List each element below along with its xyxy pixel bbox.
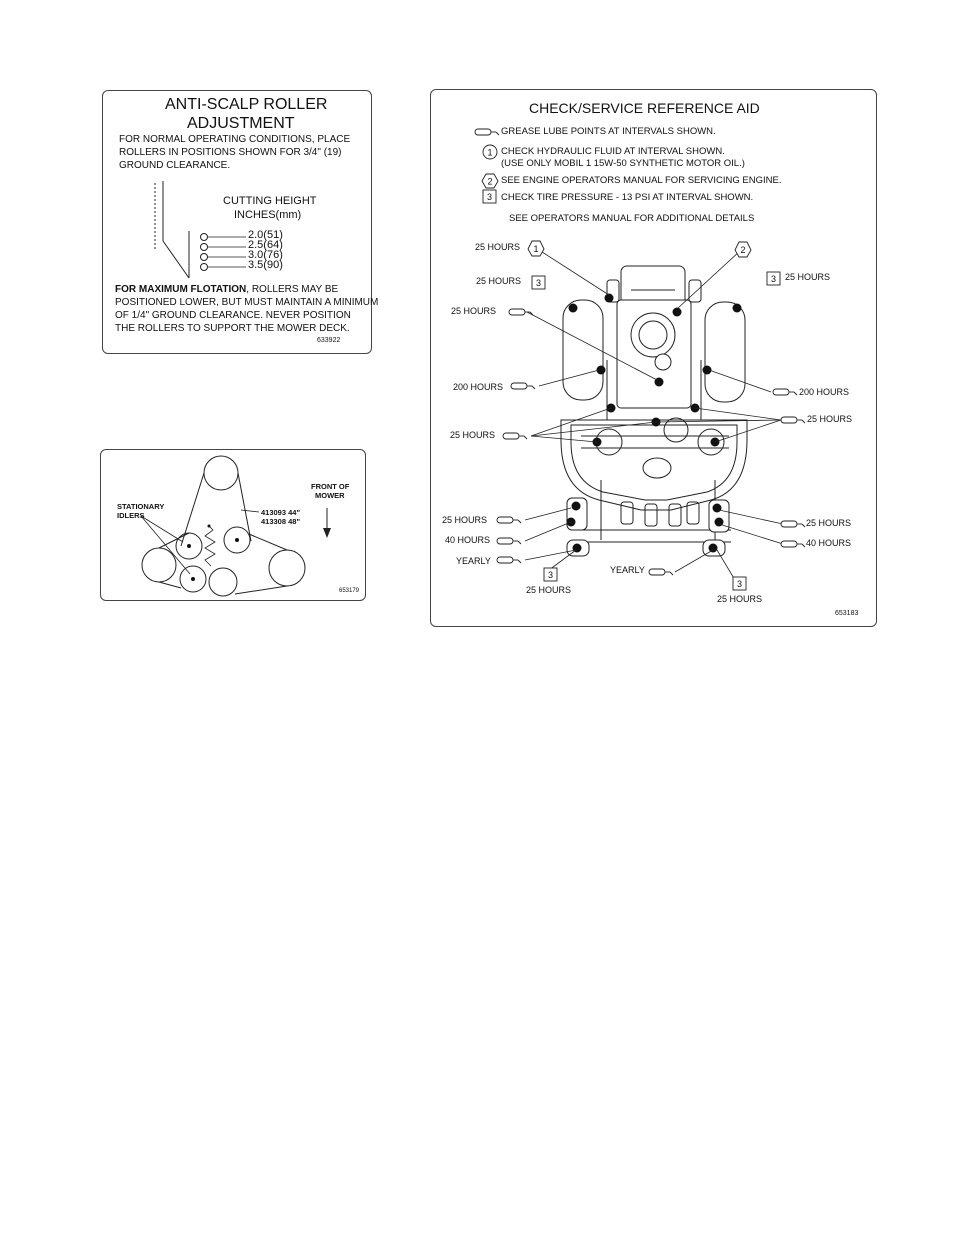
cutting-height-value: 2.0(51) — [248, 229, 283, 241]
grease-gun-icon — [781, 521, 805, 527]
legend-symbol-1: 1 — [487, 147, 493, 158]
interval-label: 25 HOURS — [785, 272, 831, 282]
anti-scalp-part-number: 633922 — [317, 337, 341, 344]
cutting-height-value: 3.5(90) — [248, 259, 283, 271]
right-spindle-pulley-icon — [269, 550, 305, 586]
roller-hole-icon — [201, 244, 208, 251]
interval-label: 25 HOURS — [807, 414, 853, 424]
interval-label: 25 HOURS — [717, 594, 763, 604]
roller-hole-icon — [201, 234, 208, 241]
grease-gun-icon — [511, 383, 535, 389]
interval-label: 200 HOURS — [453, 382, 504, 392]
front-of-mower-line1: FRONT OF — [311, 482, 350, 491]
legend-symbol-3: 3 — [486, 192, 493, 202]
interval-label: 25 HOURS — [476, 276, 522, 286]
legend-more: SEE OPERATORS MANUAL FOR ADDITIONAL DETAILS — [509, 213, 755, 224]
service-part-number: 653183 — [835, 610, 859, 617]
anti-scalp-intro-line2: ROLLERS IN POSITIONS SHOWN FOR 3/4" (19) — [119, 147, 342, 158]
belt-part-number: 653179 — [339, 588, 360, 594]
legend-grease: GREASE LUBE POINTS AT INTERVALS SHOWN. — [501, 126, 716, 137]
cutting-height-value: 3.0(76) — [248, 249, 283, 261]
legend-tire: CHECK TIRE PRESSURE - 13 PSI AT INTERVAL SHOWN. — [501, 192, 754, 203]
legend-symbol-2: 2 — [487, 176, 493, 187]
cutting-height-label: CUTTING HEIGHT — [223, 195, 317, 207]
grease-gun-icon — [781, 417, 805, 423]
tension-spring-icon — [205, 526, 215, 566]
max-flotation-line2: POSITIONED LOWER, BUT MUST MAINTAIN A MINIMUM — [115, 297, 379, 308]
max-flotation-line4: THE ROLLERS TO SUPPORT THE MOWER DECK. — [115, 323, 350, 334]
belt-48-label: 413308 48" — [261, 517, 301, 526]
front-of-mower-line2: MOWER — [315, 491, 345, 500]
interval-label: YEARLY — [456, 556, 491, 566]
service-reference-decal — [430, 89, 877, 627]
interval-label: 25 HOURS — [451, 306, 497, 316]
interval-label: YEARLY — [610, 565, 645, 575]
stationary-idlers-label-line2: IDLERS — [117, 511, 145, 520]
grease-gun-icon — [503, 433, 527, 439]
interval-label: 25 HOURS — [806, 518, 852, 528]
anti-scalp-decal — [102, 90, 379, 354]
belt-routing-decal — [100, 449, 366, 601]
grease-gun-icon — [509, 309, 533, 315]
interval-label: 25 HOURS — [450, 430, 496, 440]
anti-scalp-title-line2: ADJUSTMENT — [187, 115, 295, 132]
cutting-height-units: INCHES(mm) — [234, 209, 302, 221]
interval-label: 40 HOURS — [806, 538, 852, 548]
callout-symbol-2: 2 — [740, 245, 746, 255]
roller-hole-icon — [201, 254, 208, 261]
rear-left-tire-icon — [563, 300, 603, 400]
interval-label: 40 HOURS — [445, 535, 491, 545]
legend-hydraulic-line1: CHECK HYDRAULIC FLUID AT INTERVAL SHOWN. — [501, 146, 725, 157]
roller-bracket-diagram — [103, 91, 371, 353]
anti-scalp-intro-line1: FOR NORMAL OPERATING CONDITIONS, PLACE — [119, 134, 351, 145]
stationary-idlers-label-line1: STATIONARY — [117, 502, 165, 511]
belt-routing-diagram — [101, 450, 365, 600]
rear-right-tire-icon — [705, 302, 745, 402]
max-flotation-bold: FOR MAXIMUM FLOTATION — [115, 284, 247, 295]
callout-symbol-3: 3 — [770, 274, 777, 284]
service-title: CHECK/SERVICE REFERENCE AID — [529, 100, 760, 116]
max-flotation-line3: OF 1/4" GROUND CLEARANCE. NEVER POSITION — [115, 310, 351, 321]
callout-symbol-3: 3 — [535, 278, 542, 288]
anti-scalp-intro-line3: GROUND CLEARANCE. — [119, 160, 231, 171]
interval-label: 25 HOURS — [475, 242, 521, 252]
grease-gun-icon — [497, 538, 521, 544]
grease-gun-icon — [781, 541, 805, 547]
anti-scalp-title-line1: ANTI-SCALP ROLLER — [165, 96, 328, 113]
legend-hydraulic-line2: (USE ONLY MOBIL 1 15W-50 SYNTHETIC MOTOR OIL.) — [501, 158, 745, 169]
engine-pulley-icon — [204, 456, 238, 490]
grease-gun-icon — [649, 569, 673, 575]
callout-symbol-1: 1 — [533, 244, 539, 254]
left-spindle-pulley-icon — [142, 548, 176, 582]
grease-gun-icon — [475, 129, 499, 135]
legend-engine: SEE ENGINE OPERATORS MANUAL FOR SERVICING ENGINE. — [501, 175, 782, 186]
roller-hole-icon — [201, 264, 208, 271]
grease-gun-icon — [773, 389, 797, 395]
belt-44-label: 413093 44" — [261, 508, 301, 517]
callout-symbol-3: 3 — [736, 579, 743, 589]
interval-label: 25 HOURS — [442, 515, 488, 525]
grease-gun-icon — [497, 557, 521, 563]
max-flotation-rest: , ROLLERS MAY BE — [246, 284, 339, 295]
cutting-height-value: 2.5(64) — [248, 239, 283, 251]
grease-gun-icon — [497, 517, 521, 523]
interval-label: 200 HOURS — [799, 387, 850, 397]
interval-label: 25 HOURS — [526, 585, 572, 595]
callout-symbol-3: 3 — [547, 570, 554, 580]
spindle-pulley-icon — [209, 568, 237, 596]
